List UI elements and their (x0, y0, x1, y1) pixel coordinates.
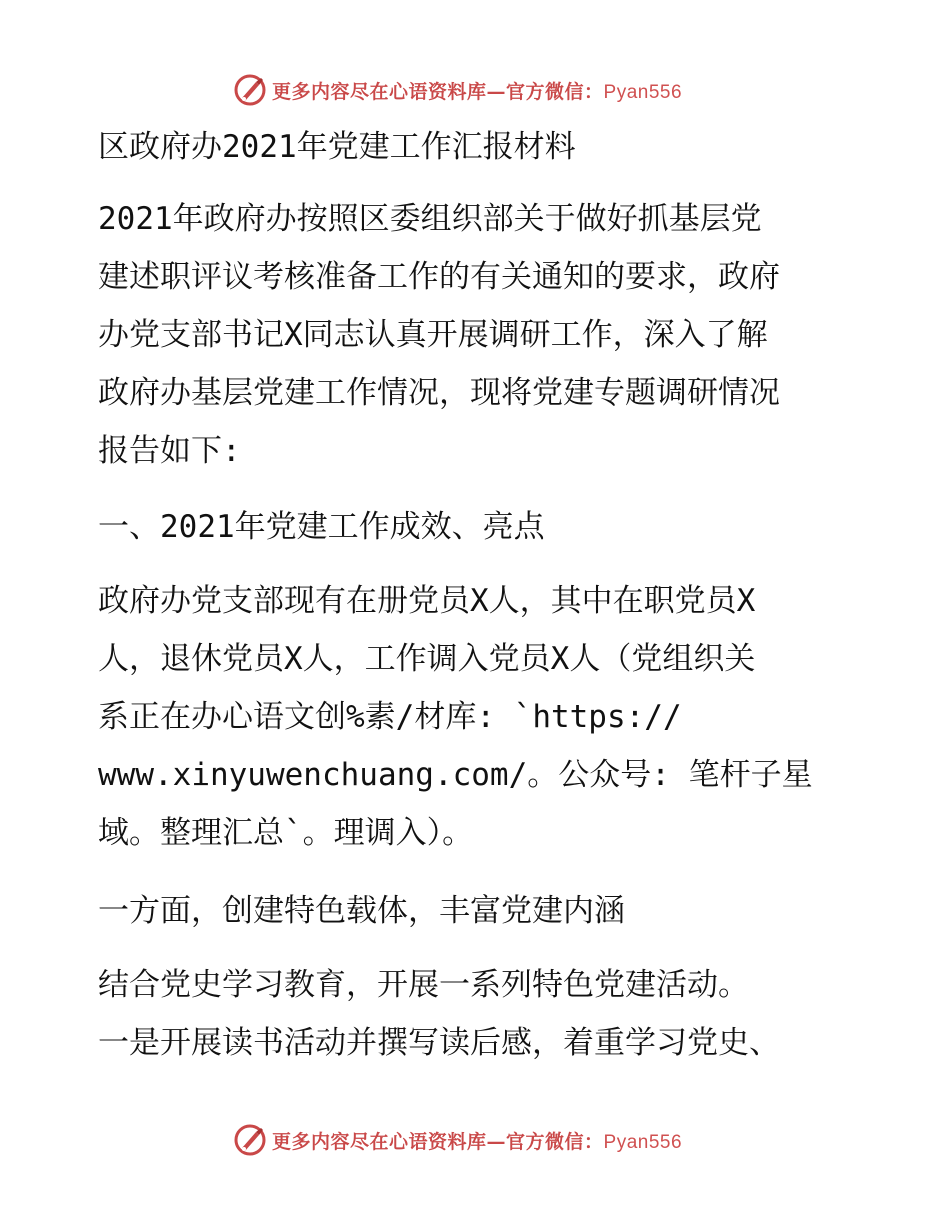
paragraph-line: 建述职评议考核准备工作的有关通知的要求，政府 (98, 259, 780, 295)
watermark-banner-bottom (232, 1120, 682, 1160)
watermark-wechat-id: Pyan556 (603, 1131, 683, 1153)
paragraph-line: 办党支部书记X同志认真开展调研工作，深入了解 (98, 317, 768, 353)
paragraph-line: 政府办党支部现有在册党员X人，其中在职党员X (98, 583, 756, 619)
paragraph-line: 报告如下: (98, 433, 241, 469)
watermark-wechat-label: 官方微信： (506, 80, 604, 103)
heading-line: 一、2021年党建工作成效、亮点 (98, 509, 545, 545)
title-line: 区政府办2021年党建工作汇报材料 (98, 129, 576, 165)
paragraph-line: 系正在办心语文创%素/材库: `https:// (98, 699, 682, 735)
paragraph-members (98, 572, 878, 862)
paragraph-line: 域。整理汇总`。理调入）。 (98, 815, 474, 851)
watermark-site-text: 更多内容尽在心语资料库— (272, 80, 507, 103)
watermark-site-text: 更多内容尽在心语资料库— (272, 1130, 507, 1153)
watermark-wechat-id: Pyan556 (603, 81, 683, 103)
section-heading-achievements (98, 498, 878, 556)
paragraph-line: 结合党史学习教育，开展一系列特色党建活动。 (98, 967, 749, 1003)
pen-logo-icon (232, 72, 268, 108)
watermark-banner-top (232, 70, 682, 110)
paragraph-line: 2021年政府办按照区委组织部关于做好抓基层党 (98, 201, 762, 237)
paragraph-intro (98, 190, 878, 480)
section-heading-carriers (98, 882, 878, 940)
document-title (98, 118, 878, 176)
watermark-wechat-label: 官方微信： (506, 1130, 604, 1153)
heading-line: 一方面，创建特色载体，丰富党建内涵 (98, 893, 625, 929)
paragraph-line: 政府办基层党建工作情况，现将党建专题调研情况 (98, 375, 780, 411)
paragraph-activities (98, 956, 878, 1072)
paragraph-line: www.xinyuwenchuang.com/。公众号: 笔杆子星 (98, 757, 813, 793)
paragraph-line: 人，退休党员X人，工作调入党员X人（党组织关 (98, 641, 756, 677)
pen-logo-icon (232, 1122, 268, 1158)
paragraph-line: 一是开展读书活动并撰写读后感，着重学习党史、 (98, 1025, 780, 1061)
